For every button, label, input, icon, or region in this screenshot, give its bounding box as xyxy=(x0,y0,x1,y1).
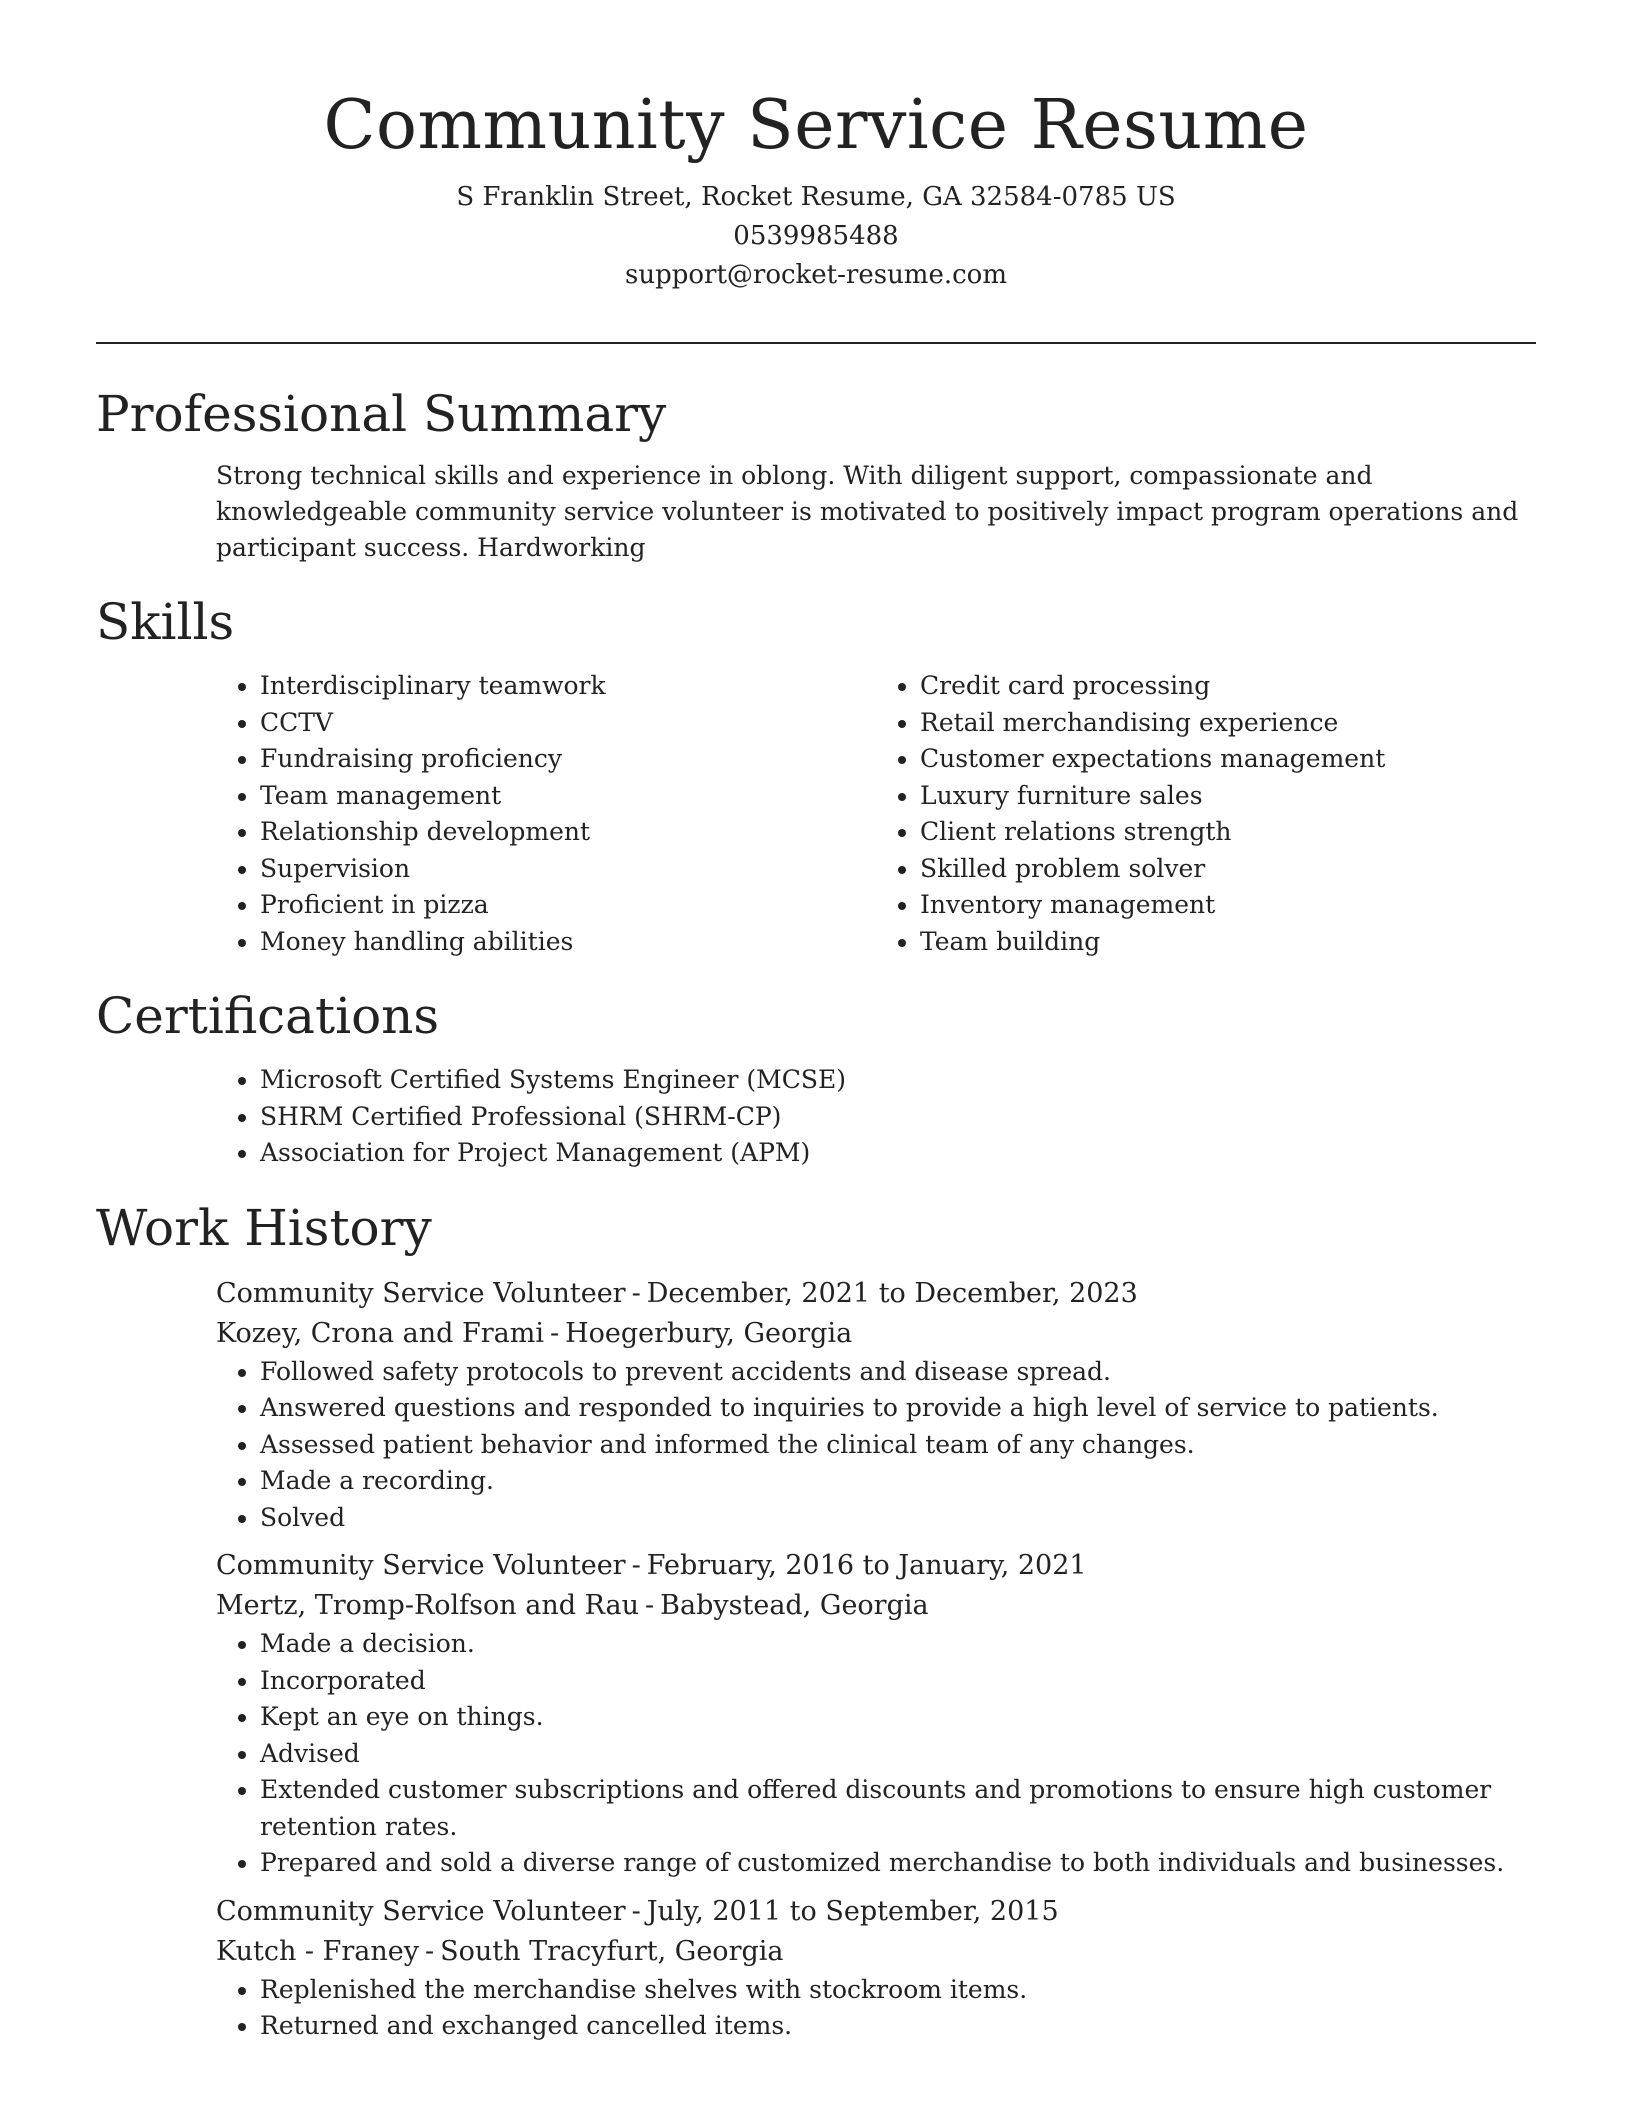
certification-item: • Association for Project Management (APM) xyxy=(260,1135,1536,1172)
job-duty: • Followed safety protocols to prevent accidents and disease spread. xyxy=(260,1354,1536,1391)
separator: - xyxy=(631,1550,641,1581)
contact-phone: 0539985488 xyxy=(733,221,899,251)
work-history-section xyxy=(96,1192,1536,2045)
job-duty: • Assessed patient behavior and informed the clinical team of any changes. xyxy=(260,1427,1536,1464)
job-title: Community Service Volunteer xyxy=(216,1895,626,1927)
job-duty: • Made a decision. xyxy=(260,1626,1536,1663)
job-duty: • Advised xyxy=(260,1736,1536,1773)
skill-item: • Team management xyxy=(260,778,876,815)
job-title-line xyxy=(216,1892,1536,1932)
job-entry xyxy=(96,1546,1536,1882)
job-dates: December, 2021 to December, 2023 xyxy=(646,1277,1138,1309)
skills-section xyxy=(96,586,1536,960)
job-company: Mertz, Tromp-Rolfson and Rau xyxy=(216,1590,640,1621)
job-location: Hoegerbury, Georgia xyxy=(565,1317,853,1349)
certifications-list xyxy=(216,1062,1536,1172)
certifications-wrap xyxy=(96,1062,1536,1172)
skill-item: • Money handling abilities xyxy=(260,924,876,961)
job-entry xyxy=(96,1892,1536,2045)
skill-item: • Inventory management xyxy=(920,887,1536,924)
job-company-line xyxy=(216,1586,1536,1626)
job-company-line xyxy=(216,1314,1536,1354)
header-divider xyxy=(96,342,1536,344)
skill-item: • Credit card processing xyxy=(920,668,1536,705)
job-duty: • Kept an eye on things. xyxy=(260,1699,1536,1736)
separator: - xyxy=(631,1277,641,1309)
job-duty: • Replenished the merchandise shelves with stockroom items. xyxy=(260,1972,1536,2009)
resume-title: Community Service Resume xyxy=(323,86,1309,165)
summary-section xyxy=(96,378,1536,566)
resume-content xyxy=(96,378,1536,2045)
skill-item: • Relationship development xyxy=(260,814,876,851)
skill-item: • Skilled problem solver xyxy=(920,851,1536,888)
job-title-line xyxy=(216,1274,1536,1314)
job-duty: • Incorporated xyxy=(260,1663,1536,1700)
contact-email: support@rocket-resume.com xyxy=(624,260,1007,290)
skill-item: • Supervision xyxy=(260,851,876,888)
separator: - xyxy=(645,1590,655,1621)
job-company: Kozey, Crona and Frami xyxy=(216,1317,544,1349)
job-location: South Tracyfurt, Georgia xyxy=(440,1935,784,1967)
job-title: Community Service Volunteer xyxy=(216,1550,626,1581)
skills-list-right xyxy=(876,668,1536,960)
skill-item: • Customer expectations management xyxy=(920,741,1536,778)
skill-item: • Proficient in pizza xyxy=(260,887,876,924)
separator: - xyxy=(424,1935,435,1967)
work-history-heading: Work History xyxy=(96,1198,432,1257)
certifications-heading: Certifications xyxy=(96,987,440,1045)
job-duty: • Prepared and sold a diverse range of customized merchandise to both individuals and businesses. xyxy=(260,1845,1536,1882)
skill-item: • Fundraising proficiency xyxy=(260,741,876,778)
job-entry xyxy=(96,1274,1536,1537)
skill-item: • CCTV xyxy=(260,705,876,742)
resume-header xyxy=(0,0,1632,295)
job-duties-list xyxy=(216,1972,1536,2045)
skill-item: • Team building xyxy=(920,924,1536,961)
certification-item: • Microsoft Certified Systems Engineer (MCSE) xyxy=(260,1062,1536,1099)
skills-list-left xyxy=(216,668,876,960)
job-title-line xyxy=(216,1546,1536,1586)
job-duties-list xyxy=(216,1626,1536,1882)
skill-item: • Luxury furniture sales xyxy=(920,778,1536,815)
job-duty: • Made a recording. xyxy=(260,1463,1536,1500)
job-duty: • Extended customer subscriptions and offered discounts and promotions to ensure high customer retention rates. xyxy=(260,1772,1536,1845)
skills-heading: Skills xyxy=(96,593,235,651)
contact-block xyxy=(0,178,1632,295)
skill-item: • Retail merchandising experience xyxy=(920,705,1536,742)
job-dates: February, 2016 to January, 2021 xyxy=(646,1550,1087,1581)
job-duty: • Solved xyxy=(260,1500,1536,1537)
separator: - xyxy=(631,1895,641,1927)
job-duty: • Returned and exchanged cancelled items. xyxy=(260,2008,1536,2045)
certification-item: • SHRM Certified Professional (SHRM-CP) xyxy=(260,1099,1536,1136)
job-dates: July, 2011 to September, 2015 xyxy=(646,1895,1059,1927)
skills-grid xyxy=(96,668,1536,960)
job-company: Kutch - Franey xyxy=(216,1935,419,1967)
job-company-line xyxy=(216,1932,1536,1972)
job-duty: • Answered questions and responded to inquiries to provide a high level of service to patients. xyxy=(260,1390,1536,1427)
skill-item: • Interdisciplinary teamwork xyxy=(260,668,876,705)
job-location: Babystead, Georgia xyxy=(660,1590,929,1621)
contact-address: S Franklin Street, Rocket Resume, GA 32584-0785 US xyxy=(456,182,1176,212)
summary-text: Strong technical skills and experience in oblong. With diligent support, compassionate and knowledgeable community service volunteer is motivated to positively impact program operations and participant success. Hardworking xyxy=(216,461,1519,562)
job-duties-list xyxy=(216,1354,1536,1537)
skill-item: • Client relations strength xyxy=(920,814,1536,851)
separator: - xyxy=(549,1317,560,1349)
certifications-section xyxy=(96,980,1536,1172)
summary-heading: Professional Summary xyxy=(96,385,667,443)
job-title: Community Service Volunteer xyxy=(216,1277,626,1309)
